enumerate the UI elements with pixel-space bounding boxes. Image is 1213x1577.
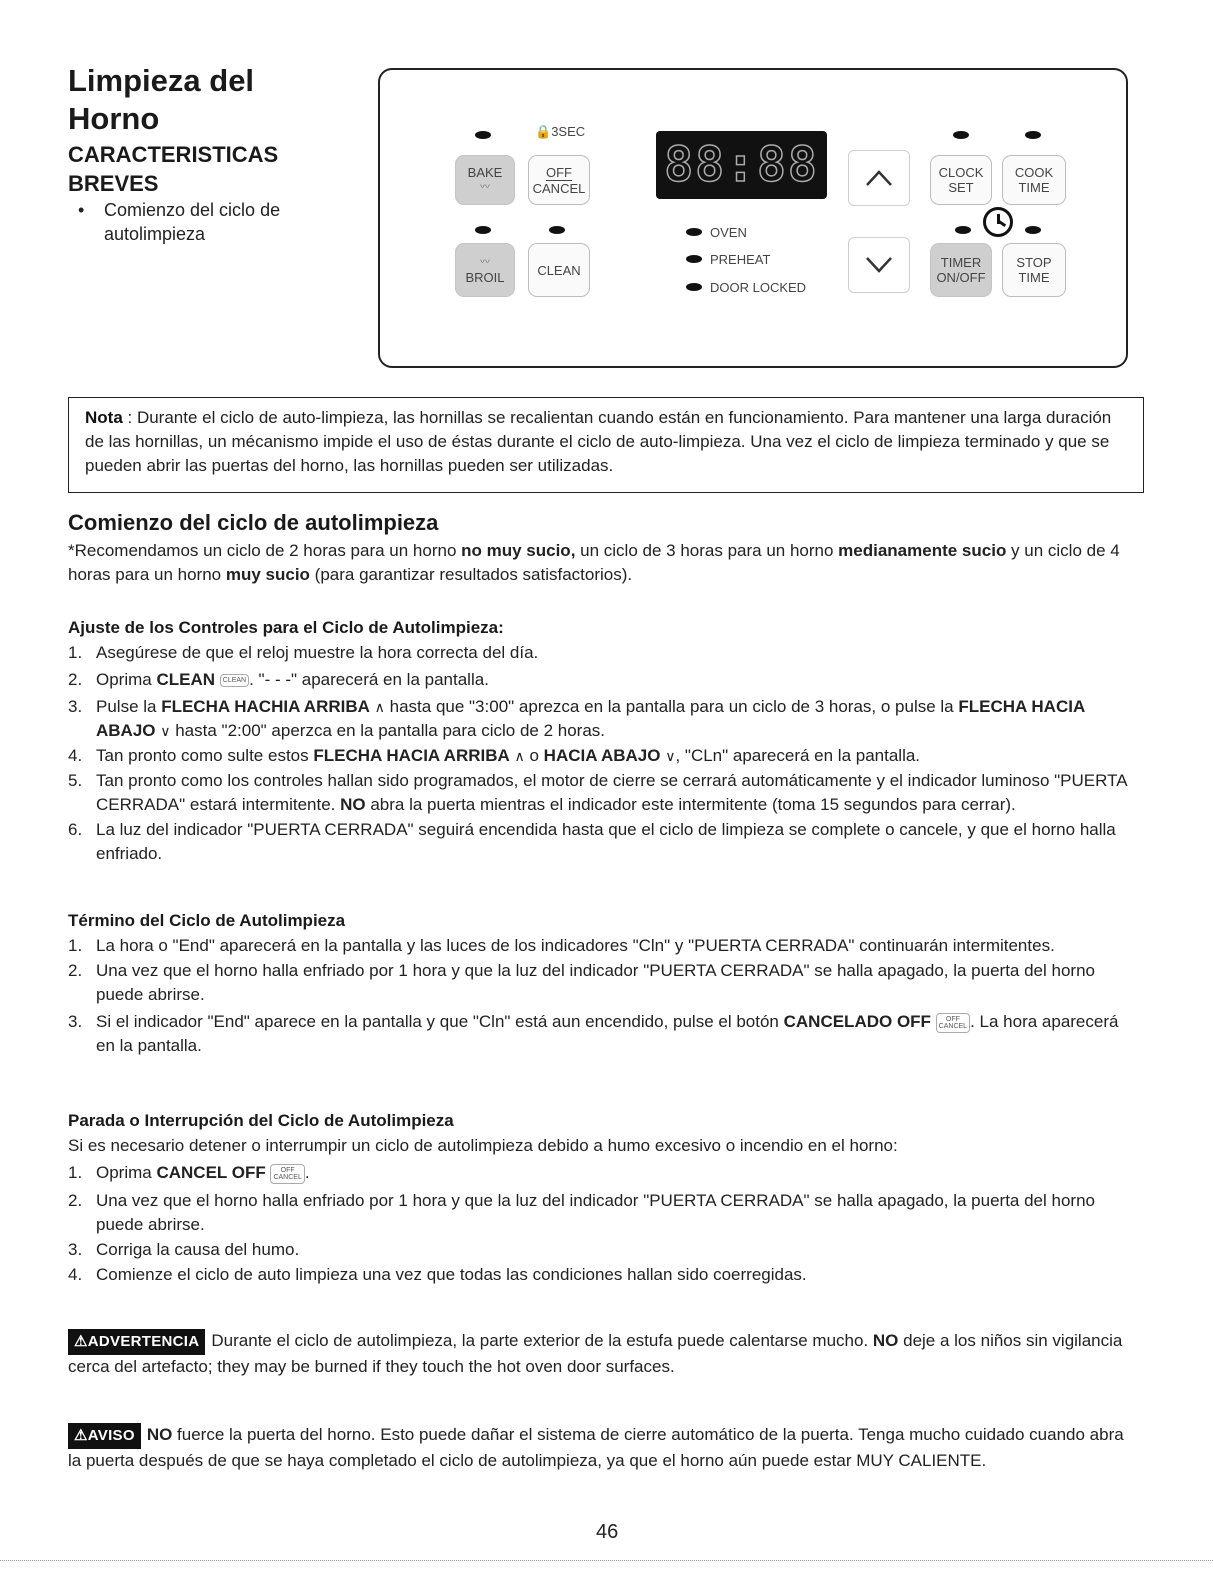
- title-line-2: Horno: [68, 101, 160, 136]
- note-text: : Durante el ciclo de auto-limpieza, las hornillas se recalientan cuando están en funcionamiento. Para mantener una larga duración de las hornillas, un mécanismo impide el uso de éstas durante el ciclo de auto-limpieza. Una vez el ciclo de limpieza terminado y que se pueden abrir las puertas del horno, las hornillas pueden ser utilizadas.: [85, 408, 1112, 475]
- list-item: 2. Una vez que el horno halla enfriado por 1 hora y que la luz del indicador "PUERTA CERRADA" se halla apagado, la puerta del horno puede abrirse.: [68, 961, 1095, 1004]
- subtitle-line-1: CARACTERISTICAS: [68, 142, 279, 167]
- warning-triangle-icon: ⚠: [74, 1333, 88, 1350]
- ajuste-5a: Tan pronto como los controles hallan sido programados, el motor de cierre se cerrará automáticamente y el indicador luminoso "PUERTA CERRADA" estará intermitente.: [96, 771, 1127, 814]
- footer-divider: [0, 1560, 1213, 1561]
- list-item: 3. Corriga la causa del humo.: [68, 1240, 300, 1259]
- list-item: 2. Oprima CLEAN CLEAN . "- - -" aparecerá en la pantalla.: [68, 670, 489, 689]
- section-subtitle: [68, 140, 278, 198]
- ajuste-item-6: La luz del indicador "PUERTA CERRADA" seguirá encendida hasta que el ciclo de limpieza se complete o cancele, y que el horno halla enfriado.: [96, 820, 1116, 863]
- note-box: [68, 397, 1144, 493]
- ajuste-4a: Tan pronto como sulte estos: [96, 746, 314, 765]
- mini-cancel-label: CANCEL: [273, 1173, 302, 1181]
- intro-bold-b: no muy sucio,: [461, 541, 576, 560]
- arrow-up-button[interactable]: [848, 150, 910, 206]
- aviso-paragraph: [68, 1423, 1128, 1473]
- preheat-led: [686, 255, 702, 263]
- preheat-indicator-label: PREHEAT: [710, 252, 771, 267]
- cook-label: COOK: [1014, 165, 1054, 180]
- advertencia-paragraph: [68, 1329, 1128, 1379]
- stop-time-label: TIME: [1018, 270, 1050, 285]
- off-label: OFF: [546, 164, 572, 180]
- ajuste-list: [68, 641, 1128, 867]
- timer-led: [955, 226, 971, 234]
- feature-bullet: [78, 198, 338, 246]
- list-item: 1. Oprima CANCEL OFF OFF CANCEL .: [68, 1163, 310, 1182]
- clean-led: [549, 226, 565, 234]
- parada-item-2: Una vez que el horno halla enfriado por 1 hora y que la luz del indicador "PUERTA CERRADA" se halla apagado, la puerta del horno puede abrirse.: [96, 1191, 1095, 1234]
- arrow-up-icon: [864, 168, 894, 188]
- bake-label: BAKE: [467, 165, 503, 180]
- off-cancel-mini-icon: [936, 1013, 970, 1033]
- list-item: 2. Una vez que el horno halla enfriado por 1 hora y que la luz del indicador "PUERTA CERRADA" se halla apagado, la puerta del horno puede abrirse.: [68, 1191, 1095, 1234]
- digital-display: 88:88: [656, 131, 827, 199]
- page-number: 46: [596, 1521, 619, 1543]
- aviso-badge: [68, 1423, 141, 1449]
- stop-time-button[interactable]: [1002, 243, 1066, 297]
- arrow-up-small-icon: ∧: [514, 748, 525, 764]
- ajuste-4e: , "CLn" aparecerá en la pantalla.: [675, 746, 921, 765]
- ajuste-2c: . "- - -" aparecerá en la pantalla.: [249, 670, 489, 689]
- title-line-1: Limpieza del: [68, 63, 255, 98]
- ajuste-2b: CLEAN: [156, 670, 216, 689]
- set-label: SET: [948, 180, 974, 195]
- note-label: Nota: [85, 408, 123, 427]
- termino-item-2: Una vez que el horno halla enfriado por 1 hora y que la luz del indicador "PUERTA CERRADA" se halla apagado, la puerta del horno puede abrirse.: [96, 961, 1095, 1004]
- subtitle-line-2: BREVES: [68, 171, 159, 196]
- list-item: 1. Asegúrese de que el reloj muestre la hora correcta del día.: [68, 643, 539, 662]
- arrow-down-small-icon: ∨: [665, 748, 676, 764]
- clock-label: CLOCK: [938, 165, 984, 180]
- parada-1c: .: [304, 1163, 310, 1182]
- heading-termino: Término del Ciclo de Autolimpieza: [68, 911, 346, 930]
- parada-item-3: Corriga la causa del humo.: [96, 1240, 300, 1259]
- termino-list: [68, 934, 1128, 1059]
- list-item: 4. Tan pronto como sulte estos FLECHA HACIA ARRIBA ∧ o HACIA ABAJO ∨, "CLn" aparecerá en la pantalla.: [68, 746, 921, 765]
- intro-paragraph: [68, 539, 1128, 587]
- off-cancel-mini-icon: [270, 1164, 304, 1184]
- cook-time-label: TIME: [1018, 180, 1050, 195]
- clock-led: [953, 131, 969, 139]
- mini-off-label: OFF: [280, 1166, 295, 1174]
- ajuste-3e: hasta "2:00" aperzca en la pantalla para ciclo de 2 horas.: [170, 721, 606, 740]
- parada-1b: CANCEL OFF: [156, 1163, 266, 1182]
- on-off-label: ON/OFF: [936, 270, 986, 285]
- oven-indicator-label: OVEN: [710, 225, 747, 240]
- clean-button[interactable]: [528, 243, 590, 297]
- ajuste-item-1: Asegúrese de que el reloj muestre la hora correcta del día.: [96, 643, 539, 662]
- cook-time-button[interactable]: [1002, 155, 1066, 205]
- arrow-down-icon: [864, 255, 894, 275]
- aviso-label: AVISO: [87, 1427, 135, 1444]
- ajuste-4b: FLECHA HACIA ARRIBA: [313, 746, 510, 765]
- list-item: 5. Tan pronto como los controles hallan sido programados, el motor de cierre se cerrará automáticamente y el indicador luminoso "PUERTA CERRADA" estará intermitente. NO abra la puerta mientras el indicador este intermitente (toma 15 segundos para cerrar).: [68, 771, 1127, 814]
- intro-bold-d: medianamente sucio: [838, 541, 1007, 560]
- mini-off-label: OFF: [945, 1015, 960, 1023]
- lock-3sec-text: 3SEC: [551, 124, 586, 139]
- termino-3a: Si el indicador "End" aparece en la pantalla y que "Cln" está aun encendido, pulse el botón: [96, 1012, 784, 1031]
- advertencia-label: ADVERTENCIA: [87, 1333, 200, 1350]
- termino-3b: CANCELADO OFF: [783, 1012, 931, 1031]
- off-cancel-button[interactable]: [528, 155, 590, 205]
- intro-bold-f: muy sucio: [225, 565, 310, 584]
- arrow-up-small-icon: ∧: [374, 699, 385, 715]
- clock-icon: [983, 207, 1013, 237]
- ajuste-4d: HACIA ABAJO: [543, 746, 661, 765]
- lock-3sec-label: [535, 124, 585, 140]
- cancel-label: CANCEL: [532, 180, 586, 196]
- heading-parada: Parada o Interrupción del Ciclo de Autolimpieza: [68, 1111, 454, 1130]
- intro-text-a: *Recomendamos un ciclo de 2 horas para un horno: [68, 541, 462, 560]
- ajuste-3c: hasta que "3:00" aprezca en la pantalla para un ciclo de 3 horas, o pulse la: [384, 697, 959, 716]
- clock-set-button[interactable]: [930, 155, 992, 205]
- intro-text-g: (para garantizar resultados satisfactorios).: [309, 565, 633, 584]
- list-item: 1. La hora o "End" aparecerá en la pantalla y las luces de los indicadores "Cln" y "PUERTA CERRADA" continuarán intermitentes.: [68, 936, 1055, 955]
- control-panel-illustration: [378, 68, 1128, 368]
- bullet-text: Comienzo del ciclo de autolimpieza: [104, 200, 281, 244]
- bullet-dot-icon: •: [78, 200, 85, 220]
- advertencia-badge: [68, 1329, 205, 1355]
- bake-led: [475, 131, 491, 139]
- broil-button[interactable]: [455, 243, 515, 297]
- ajuste-2a: Oprima: [96, 670, 157, 689]
- oven-led: [686, 228, 702, 236]
- lock-icon: 🔒: [535, 124, 552, 139]
- advertencia-text-c: deje a los niños sin vigilancia cerca del artefacto; they may be burned if they touch the hot oven door surfaces.: [68, 1331, 1123, 1376]
- advertencia-text-a: Durante el ciclo de autolimpieza, la parte exterior de la estufa puede calentarse mucho.: [211, 1331, 873, 1350]
- ajuste-5c: abra la puerta mientras el indicador este intermitente (toma 15 segundos para cerrar).: [365, 795, 1016, 814]
- aviso-bold: NO: [146, 1425, 173, 1444]
- stop-time-led: [1025, 226, 1041, 234]
- door-locked-led: [686, 283, 702, 291]
- broil-wave-icon: 〰: [480, 257, 490, 268]
- list-item: 6. La luz del indicador "PUERTA CERRADA" seguirá encendida hasta que el ciclo de limpieza se complete o cancele, y que el horno halla enfriado.: [68, 820, 1116, 863]
- termino-3c: . La hora aparecerá en la pantalla.: [96, 1012, 1119, 1055]
- ajuste-3d: FLECHA HACIA ABAJO: [96, 697, 1085, 740]
- door-locked-indicator-label: DOOR LOCKED: [710, 280, 807, 295]
- page-title: [68, 62, 254, 138]
- broil-led: [475, 226, 491, 234]
- arrow-down-button[interactable]: [848, 237, 910, 293]
- bake-wave-icon: 〰: [480, 182, 490, 193]
- ajuste-3a: Pulse la: [96, 697, 162, 716]
- intro-text-e: y un ciclo de 4 horas para un horno: [68, 541, 1120, 584]
- arrow-down-small-icon: ∨: [160, 723, 171, 739]
- termino-item-1: La hora o "End" aparecerá en la pantalla y las luces de los indicadores "Cln" y "PUERTA CERRADA" continuarán intermitentes.: [96, 936, 1055, 955]
- list-item: 3. Pulse la FLECHA HACHIA ARRIBA ∧ hasta que "3:00" aprezca en la pantalla para un ciclo de 3 horas, o pulse la FLECHA HACIA ABAJO ∨ hasta "2:00" aperzca en la pantalla para ciclo de 2 horas.: [68, 697, 1085, 740]
- cook-time-led: [1025, 131, 1041, 139]
- mini-cancel-label: CANCEL: [938, 1022, 968, 1030]
- parada-list: [68, 1161, 1128, 1288]
- parada-item-4: Comienze el ciclo de auto limpieza una vez que todas las condiciones hallan sido coerregidas.: [96, 1265, 807, 1284]
- ajuste-4c: o: [524, 746, 544, 765]
- list-item: 3. Si el indicador "End" aparece en la pantalla y que "Cln" está aun encendido, pulse el botón CANCELADO OFF OFF CANCEL . La hora aparecerá en la pantalla.: [68, 1012, 1119, 1055]
- broil-label: BROIL: [465, 270, 505, 285]
- aviso-text: fuerce la puerta del horno. Esto puede dañar el sistema de cierre automático de la puerta. Tenga mucho cuidado cuando abra la puerta después de que se haya completado el ciclo de autolimpieza, ya que el horno aún puede estar MUY CALIENTE.: [68, 1425, 1124, 1470]
- warning-triangle-icon: ⚠: [74, 1427, 88, 1444]
- parada-1a: Oprima: [96, 1163, 157, 1182]
- ajuste-3b: FLECHA HACHIA ARRIBA: [161, 697, 370, 716]
- bake-button[interactable]: [455, 155, 515, 205]
- advertencia-bold: NO: [872, 1331, 899, 1350]
- clean-mini-icon: CLEAN: [220, 674, 249, 687]
- ajuste-5b: NO: [340, 795, 366, 814]
- clean-label: CLEAN: [537, 262, 581, 278]
- intro-text-c: un ciclo de 3 horas para un horno: [575, 541, 839, 560]
- timer-on-off-button[interactable]: [930, 243, 992, 297]
- timer-label: TIMER: [940, 255, 982, 270]
- list-item: 4. Comienze el ciclo de auto limpieza una vez que todas las condiciones hallan sido coerregidas.: [68, 1265, 807, 1284]
- section-heading-comienzo: Comienzo del ciclo de autolimpieza: [68, 510, 439, 535]
- stop-label: STOP: [1016, 255, 1052, 270]
- parada-intro: Si es necesario detener o interrumpir un ciclo de autolimpieza debido a humo excesivo o incendio en el horno:: [68, 1136, 898, 1155]
- heading-ajuste: Ajuste de los Controles para el Ciclo de Autolimpieza:: [68, 618, 504, 637]
